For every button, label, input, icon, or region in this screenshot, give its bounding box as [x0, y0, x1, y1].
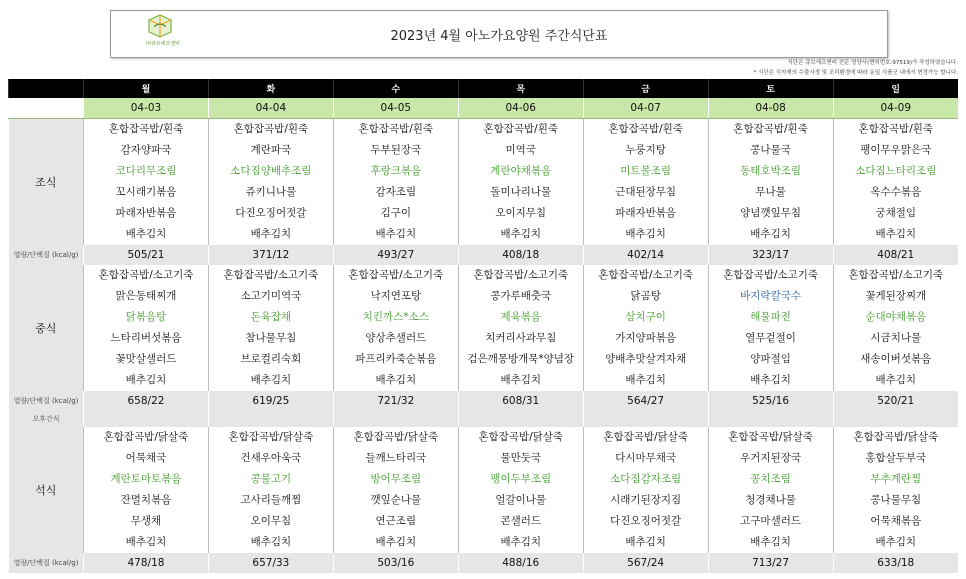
breakfast-day-cell	[833, 119, 958, 246]
dietitian-note: 식단은 큐브에프앤비 전문 영양사(면허번호:97519)가 작성하였습니다.	[787, 60, 958, 66]
nutrition-label: 열량/단백질 (kcal/g)	[9, 553, 84, 573]
lunch-day-cell	[84, 265, 209, 391]
date-cell: 04-07	[583, 98, 708, 119]
menu-item: 시금치나물	[870, 332, 922, 344]
dinner-day-cell	[208, 427, 333, 553]
menu-item: 혼합잡곡밥/소고기죽	[98, 269, 194, 281]
snack-cell	[208, 411, 333, 427]
nutrition-value: 567/24	[583, 553, 708, 573]
menu-item: 제육볶음	[500, 311, 542, 323]
menu-item: 배추김치	[375, 536, 417, 548]
nutrition-value: 478/18	[84, 553, 209, 573]
menu-item: 참나물무침	[245, 332, 297, 344]
menu-item: 배추김치	[875, 228, 917, 240]
weekday-sun: 일	[833, 79, 958, 98]
date-cell: 04-04	[208, 98, 333, 119]
menu-item: 배추김치	[125, 374, 167, 386]
nutrition-value: 505/21	[84, 245, 209, 265]
menu-item: 파래자반볶음	[615, 207, 677, 219]
breakfast-day-cell	[208, 119, 333, 246]
menu-item: 혼합잡곡밥/흰죽	[483, 123, 558, 135]
menu-item: 배추김치	[500, 536, 542, 548]
menu-item: 혼합잡곡밥/닭살죽	[603, 431, 688, 443]
menu-item: 혼합잡곡밥/소고기죽	[348, 269, 444, 281]
menu-item: 꽃게된장찌개	[865, 290, 927, 302]
date-cell: 04-03	[84, 98, 209, 119]
dinner-nutrition-row	[9, 553, 959, 573]
menu-item: 배추김치	[750, 374, 791, 386]
date-cell: 04-08	[708, 98, 833, 119]
nutrition-value: 608/31	[458, 391, 583, 411]
menu-item: 배추김치	[375, 228, 417, 240]
menu-item: 코다리무조림	[115, 165, 177, 177]
menu-item: 다진오징어젓갈	[610, 515, 682, 527]
snack-cell	[333, 411, 458, 427]
dinner-day-cell	[458, 427, 583, 553]
lunch-day-cell	[583, 265, 708, 391]
menu-item: 양념깻잎무침	[740, 207, 801, 219]
menu-item: 혼합잡곡밥/소고기죽	[598, 269, 694, 281]
weekday-sat: 토	[708, 79, 833, 98]
nutrition-value: 323/17	[708, 245, 833, 265]
menu-item: 돈육잡채	[250, 311, 292, 323]
dinner-day-cell	[84, 427, 209, 553]
breakfast-label: 조식	[9, 119, 84, 246]
menu-item: 닭볶음탕	[125, 311, 167, 323]
nutrition-label: 열량/단백질 (kcal/g)	[9, 245, 84, 265]
menu-item: 치커리사과무침	[485, 332, 557, 344]
breakfast-day-cell	[708, 119, 833, 246]
breakfast-day-cell	[458, 119, 583, 246]
menu-item: 배추김치	[125, 536, 167, 548]
menu-item: 혼합잡곡밥/닭살죽	[228, 431, 314, 443]
menu-item: 고사리들깨찜	[240, 494, 302, 506]
breakfast-day-cell	[84, 119, 209, 246]
menu-item: 궁채절임	[875, 207, 917, 219]
snack-cell	[708, 411, 833, 427]
menu-item: 계란파국	[250, 144, 292, 156]
snack-cell	[833, 411, 958, 427]
menu-item: 배추김치	[750, 536, 791, 548]
menu-item: 닭곰탕	[630, 290, 661, 302]
menu-item: 혼합잡곡밥/흰죽	[733, 123, 808, 135]
menu-item: 꽁치조림	[750, 473, 791, 485]
dinner-day-cell	[333, 427, 458, 553]
menu-item: 고구마샐러드	[740, 515, 801, 527]
menu-item: 쥬키니나물	[245, 186, 297, 198]
lunch-day-cell	[708, 265, 833, 391]
menu-item: 소고기미역국	[240, 290, 302, 302]
menu-item: 새송이버섯볶음	[860, 353, 932, 365]
weekday-wed: 수	[333, 79, 458, 98]
menu-item: 두부된장국	[370, 144, 422, 156]
nutrition-value: 721/32	[333, 391, 458, 411]
menu-item: 다진오징어젓갈	[235, 207, 307, 219]
menu-item: 혼합잡곡밥/소고기죽	[223, 269, 319, 281]
menu-item: 양파절임	[750, 353, 791, 365]
menu-item: 꽃맛살샐러드	[115, 353, 177, 365]
menu-item: 누룽지탕	[625, 144, 666, 156]
menu-item: 맑은동태찌개	[115, 290, 177, 302]
menu-item: 깻잎순나물	[370, 494, 422, 506]
title-box	[110, 10, 888, 58]
menu-item: 배추김치	[750, 228, 791, 240]
snack-label: 오후간식	[9, 411, 84, 427]
menu-item: 동태호박조림	[740, 165, 801, 177]
menu-item: 배추김치	[625, 374, 666, 386]
menu-item: 계란야채볶음	[490, 165, 552, 177]
menu-item: 혼합잡곡밥/흰죽	[858, 123, 934, 135]
menu-item: 무나물	[755, 186, 786, 198]
menu-item: 돌미나리나물	[490, 186, 552, 198]
corner-cell	[9, 79, 84, 98]
lunch-label: 중식	[9, 265, 84, 391]
menu-item: 삼치구이	[625, 311, 666, 323]
menu-item: 들깨느타리국	[365, 452, 427, 464]
menu-item: 소다짐감자조림	[610, 473, 682, 485]
weekday-mon: 월	[84, 79, 209, 98]
menu-item: 배추김치	[250, 228, 292, 240]
menu-item: 후랑크볶음	[370, 165, 422, 177]
page-title: 2023년 4월 아노가요양원 주간식단표	[390, 29, 608, 44]
menu-item: 검은깨몽방개묵*양념장	[467, 353, 575, 365]
breakfast-day-cell	[583, 119, 708, 246]
menu-item: 혼합잡곡밥/소고기죽	[473, 269, 569, 281]
weekday-header-row	[9, 79, 959, 98]
nutrition-value: 520/21	[833, 391, 958, 411]
menu-item: 소다짐느타리조림	[855, 165, 937, 177]
menu-item: 콩가루배춧국	[490, 290, 552, 302]
menu-item: 우거지된장국	[740, 452, 801, 464]
menu-item: 얼갈이나물	[495, 494, 547, 506]
menu-item: 가지양파볶음	[615, 332, 677, 344]
menu-item: 어묵채볶음	[870, 515, 922, 527]
nutrition-value: 713/27	[708, 553, 833, 573]
menu-item: 팽이무우맑은국	[860, 144, 932, 156]
menu-item: 배추김치	[625, 228, 666, 240]
nutrition-value: 408/21	[833, 245, 958, 265]
menu-item: 잔멸치볶음	[120, 494, 172, 506]
lunch-day-cell	[208, 265, 333, 391]
menu-item: 옥수수볶음	[870, 186, 922, 198]
menu-item: 혼합잡곡밥/흰죽	[108, 123, 184, 135]
nutrition-value: 633/18	[833, 553, 958, 573]
nutrition-label: 열량/단백질 (kcal/g)	[9, 391, 84, 411]
snack-cell	[458, 411, 583, 427]
menu-item: 배추김치	[250, 536, 292, 548]
menu-item: 느타리버섯볶음	[110, 332, 182, 344]
menu-item: 건새우아욱국	[240, 452, 302, 464]
menu-item: 낙지연포탕	[370, 290, 422, 302]
nutrition-value: 493/27	[333, 245, 458, 265]
lunch-day-cell	[333, 265, 458, 391]
menu-item: 꼬시래기볶음	[115, 186, 177, 198]
menu-item: 혼합잡곡밥/흰죽	[233, 123, 309, 135]
nutrition-value: 503/16	[333, 553, 458, 573]
menu-item: 오이무침	[250, 515, 292, 527]
menu-item: 콩나물국	[750, 144, 791, 156]
menu-item: 홍합살두부국	[865, 452, 927, 464]
nutrition-value: 564/27	[583, 391, 708, 411]
menu-item: 양상추샐러드	[365, 332, 427, 344]
menu-item: 바지락칼국수	[740, 290, 801, 302]
nutrition-value: 619/25	[208, 391, 333, 411]
menu-item: 해물파전	[750, 311, 791, 323]
lunch-day-cell	[458, 265, 583, 391]
menu-item: 팽이두부조림	[490, 473, 552, 485]
menu-item: 순대야채볶음	[865, 311, 927, 323]
menu-item: 다시마무채국	[615, 452, 677, 464]
menu-item: 감자조림	[375, 186, 417, 198]
menu-item: 배추김치	[125, 228, 167, 240]
menu-item: 김구이	[380, 207, 412, 219]
menu-item: 물만둣국	[500, 452, 542, 464]
menu-item: 배추김치	[375, 374, 417, 386]
menu-item: 혼합잡곡밥/닭살죽	[353, 431, 439, 443]
menu-item: 배추김치	[500, 374, 542, 386]
menu-item: 콩나물무침	[870, 494, 922, 506]
lunch-day-cell	[833, 265, 958, 391]
menu-item: 배추김치	[875, 374, 917, 386]
logo-text: ㈜큐브에프앤비	[146, 41, 180, 47]
menu-item: 혼합잡곡밥/닭살죽	[853, 431, 939, 443]
menu-item: 방어무조림	[370, 473, 422, 485]
menu-item: 어묵채국	[125, 452, 167, 464]
change-notice: * 식단은 식자재의 수불사정 및 조리환경에 따라 동일 식품군 내에서 변경가능 합니다.	[753, 70, 958, 76]
date-cell: 04-09	[833, 98, 958, 119]
menu-item: 열무겉절이	[745, 332, 796, 344]
menu-item: 콘샐러드	[500, 515, 542, 527]
menu-item: 배추김치	[625, 536, 666, 548]
dinner-day-cell	[708, 427, 833, 553]
menu-item: 혼합잡곡밥/흰죽	[358, 123, 434, 135]
menu-item: 근대된장무침	[615, 186, 677, 198]
menu-item: 혼합잡곡밥/닭살죽	[728, 431, 813, 443]
breakfast-nutrition-row	[9, 245, 959, 265]
snack-cell	[84, 411, 209, 427]
menu-item: 혼합잡곡밥/소고기죽	[723, 269, 818, 281]
weekday-thu: 목	[458, 79, 583, 98]
snack-row	[9, 411, 959, 427]
nutrition-value: 402/14	[583, 245, 708, 265]
menu-item: 배추김치	[875, 536, 917, 548]
menu-item: 연근조림	[375, 515, 417, 527]
nutrition-value: 488/16	[458, 553, 583, 573]
nutrition-value: 658/22	[84, 391, 209, 411]
menu-item: 혼합잡곡밥/닭살죽	[103, 431, 189, 443]
menu-item: 파래자반볶음	[115, 207, 177, 219]
menu-item: 배추김치	[500, 228, 542, 240]
dinner-day-cell	[583, 427, 708, 553]
nutrition-value: 408/18	[458, 245, 583, 265]
breakfast-day-cell	[333, 119, 458, 246]
menu-item: 치킨까스*소스	[362, 311, 429, 323]
nutrition-value: 525/16	[708, 391, 833, 411]
weekly-menu-table	[8, 79, 958, 573]
date-cell: 04-05	[333, 98, 458, 119]
menu-item: 콩불고기	[250, 473, 292, 485]
menu-item: 혼합잡곡밥/흰죽	[608, 123, 683, 135]
nutrition-value: 657/33	[208, 553, 333, 573]
nutrition-value: 371/12	[208, 245, 333, 265]
menu-item: 오이지무침	[495, 207, 547, 219]
menu-item: 감자양파국	[120, 144, 172, 156]
lunch-row	[9, 265, 959, 391]
menu-item: 시래기된장지짐	[610, 494, 682, 506]
menu-item: 미역국	[505, 144, 536, 156]
menu-item: 미트볼조림	[620, 165, 671, 177]
menu-item: 계란토마토볶음	[110, 473, 182, 485]
dinner-label: 석식	[9, 427, 84, 553]
dinner-day-cell	[833, 427, 958, 553]
date-cell: 04-06	[458, 98, 583, 119]
menu-item: 양배추맛살겨자채	[605, 353, 687, 365]
menu-item: 부추계란찜	[870, 473, 922, 485]
menu-item: 브로컬리숙회	[240, 353, 302, 365]
date-row	[9, 98, 959, 119]
snack-cell	[583, 411, 708, 427]
corner-cell	[9, 98, 84, 119]
weekday-tue: 화	[208, 79, 333, 98]
weekday-fri: 금	[583, 79, 708, 98]
dinner-row	[9, 427, 959, 553]
lunch-nutrition-row	[9, 391, 959, 411]
menu-item: 무생채	[130, 515, 162, 527]
menu-item: 파프리카죽순볶음	[355, 353, 437, 365]
menu-item: 소다짐양배추조림	[230, 165, 312, 177]
menu-item: 혼합잡곡밥/닭살죽	[478, 431, 564, 443]
breakfast-row	[9, 119, 959, 246]
menu-item: 혼합잡곡밥/소고기죽	[848, 269, 944, 281]
menu-item: 배추김치	[250, 374, 292, 386]
menu-item: 청경채나물	[745, 494, 796, 506]
